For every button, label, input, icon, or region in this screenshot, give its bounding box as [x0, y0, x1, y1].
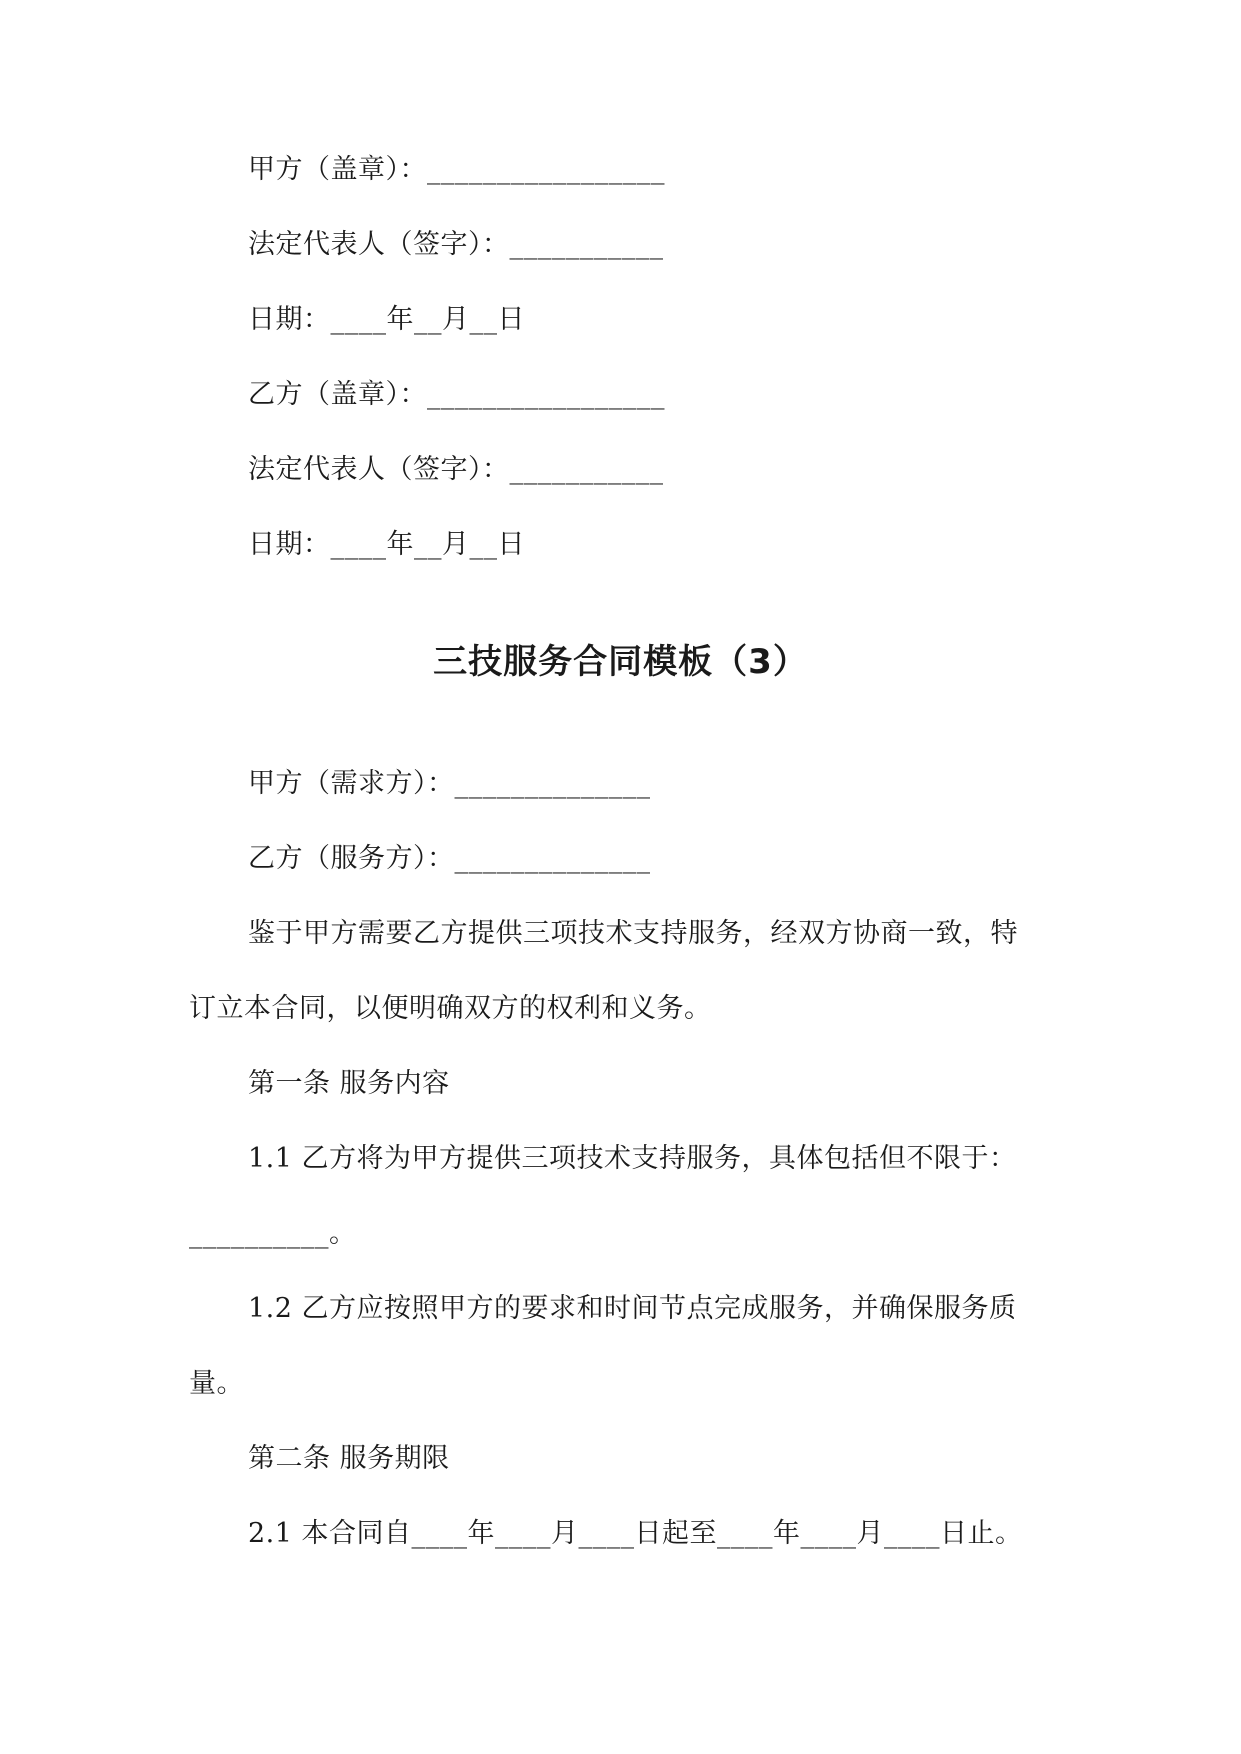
date-line-b: 日期：____年__月__日: [248, 529, 525, 560]
preamble-line-2: 订立本合同，以便明确双方的权利和义务。: [189, 993, 712, 1024]
party-a-line: 甲方（需求方）：______________: [248, 768, 651, 799]
party-b-seal-line: 乙方（盖章）：_________________: [248, 379, 665, 410]
clause-2-1: 2.1 本合同自____年____月____日起至____年____月____日止。: [248, 1518, 1023, 1549]
article-1-heading: 第一条 服务内容: [248, 1068, 450, 1099]
clause-1-1-line-2: __________。: [189, 1218, 357, 1249]
date-line-a: 日期：____年__月__日: [248, 304, 525, 335]
clause-1-2-line-2: 量。: [189, 1368, 244, 1399]
clause-1-2-line-1: 1.2 乙方应按照甲方的要求和时间节点完成服务，并确保服务质: [248, 1293, 1017, 1324]
contract-title: 三技服务合同模板（3）: [433, 642, 808, 682]
preamble-line-1: 鉴于甲方需要乙方提供三项技术支持服务，经双方协商一致，特: [248, 918, 1018, 949]
legal-rep-signature-line-a: 法定代表人（签字）：___________: [248, 229, 664, 260]
party-b-line: 乙方（服务方）：______________: [248, 843, 651, 874]
legal-rep-signature-line-b: 法定代表人（签字）：___________: [248, 454, 664, 485]
clause-1-1-line-1: 1.1 乙方将为甲方提供三项技术支持服务，具体包括但不限于：: [248, 1143, 1017, 1174]
article-2-heading: 第二条 服务期限: [248, 1443, 450, 1474]
party-a-seal-line: 甲方（盖章）：_________________: [248, 154, 665, 185]
